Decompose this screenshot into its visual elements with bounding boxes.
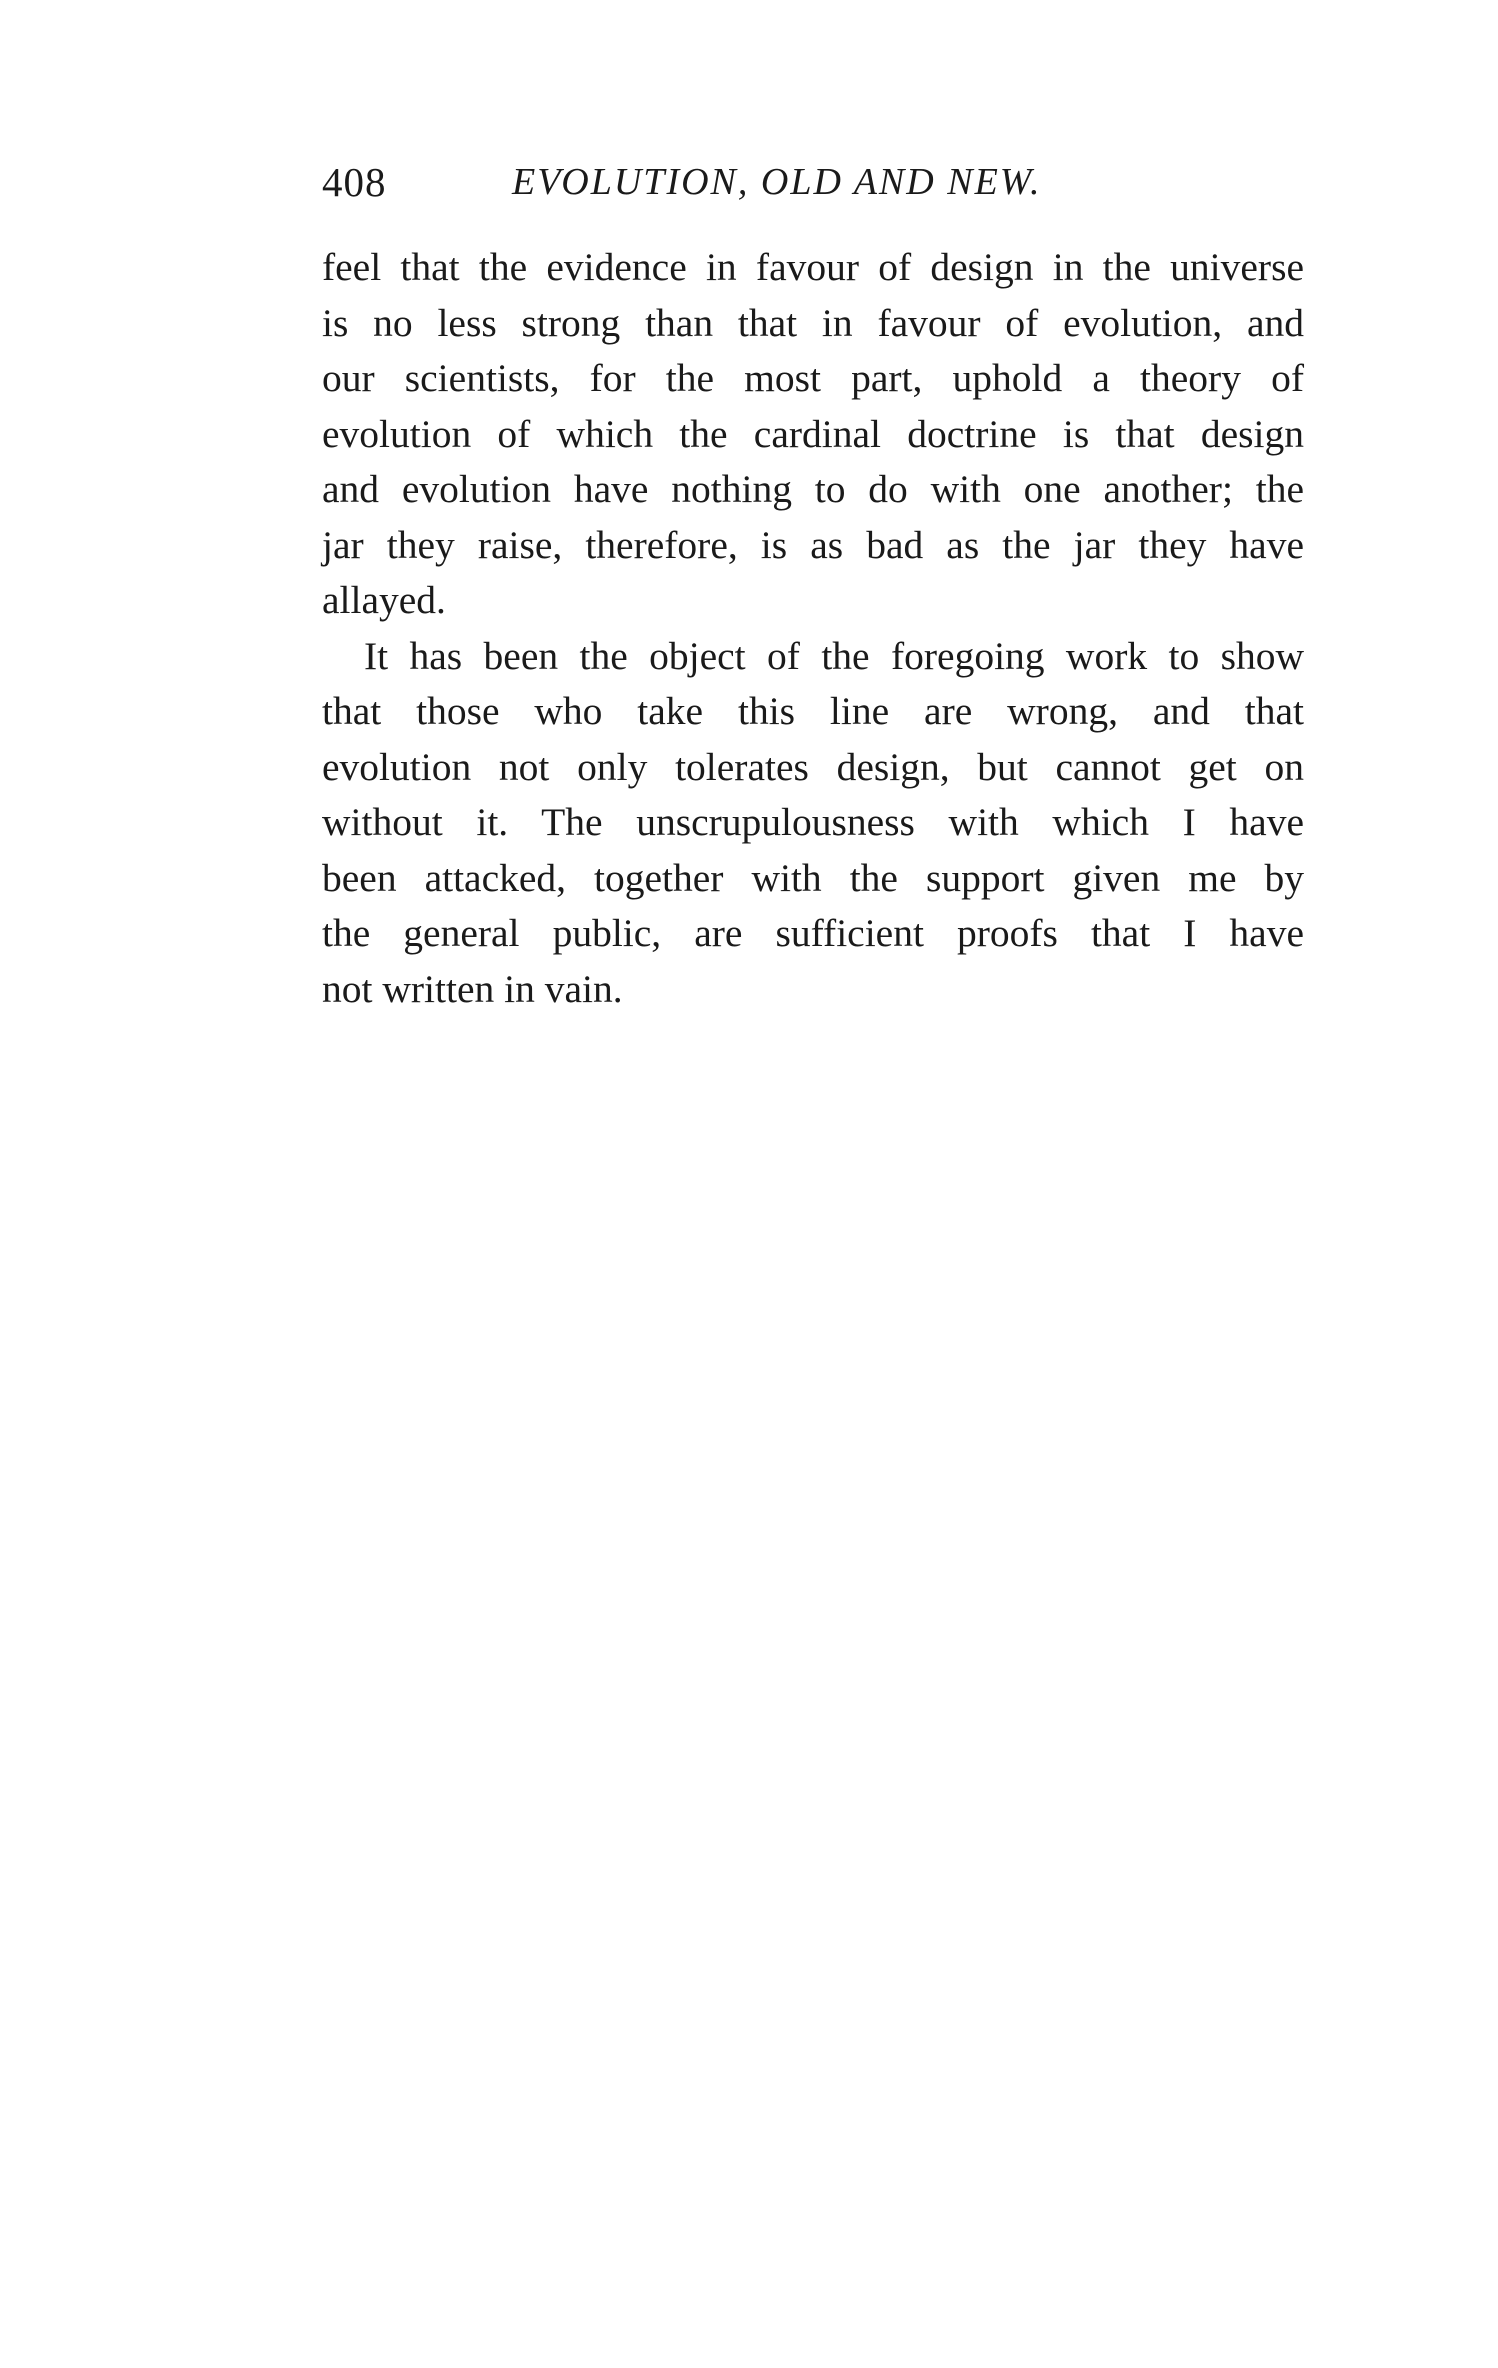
text-line: is no less strong than that in favour of evolution, and <box>322 300 1304 345</box>
text-line: our scientists, for the most part, uphold a theory of <box>322 356 1304 400</box>
text-line: that those who take this line are wrong, and that <box>322 689 1304 733</box>
text-line: been attacked, together with the support given me by <box>322 855 1304 900</box>
text-line: the general public, are sufficient proofs that I have <box>322 911 1304 955</box>
text-line: without it. The unscrupulousness with which I have <box>322 800 1304 844</box>
text-line: feel that the evidence in favour of design in the universe <box>322 245 1304 289</box>
text-line: jar they raise, therefore, is as bad as the jar they have <box>322 522 1304 567</box>
text-line: allayed. <box>322 578 446 622</box>
page-number: 408 <box>322 159 387 205</box>
text-line: and evolution have nothing to do with one another; the <box>322 467 1304 511</box>
running-title: EVOLUTION, OLD AND NEW. <box>512 161 1042 203</box>
text-line: not written in vain. <box>322 966 623 1011</box>
paragraph-1 <box>322 240 1304 629</box>
running-head <box>322 152 1302 212</box>
body-text <box>322 240 1304 1017</box>
text-line: evolution not only tolerates design, but cannot get on <box>322 744 1304 789</box>
paragraph-2 <box>322 629 1304 1018</box>
text-line: It has been the object of the foregoing work to show <box>364 633 1304 678</box>
text-line: evolution of which the cardinal doctrine is that design <box>322 411 1304 456</box>
